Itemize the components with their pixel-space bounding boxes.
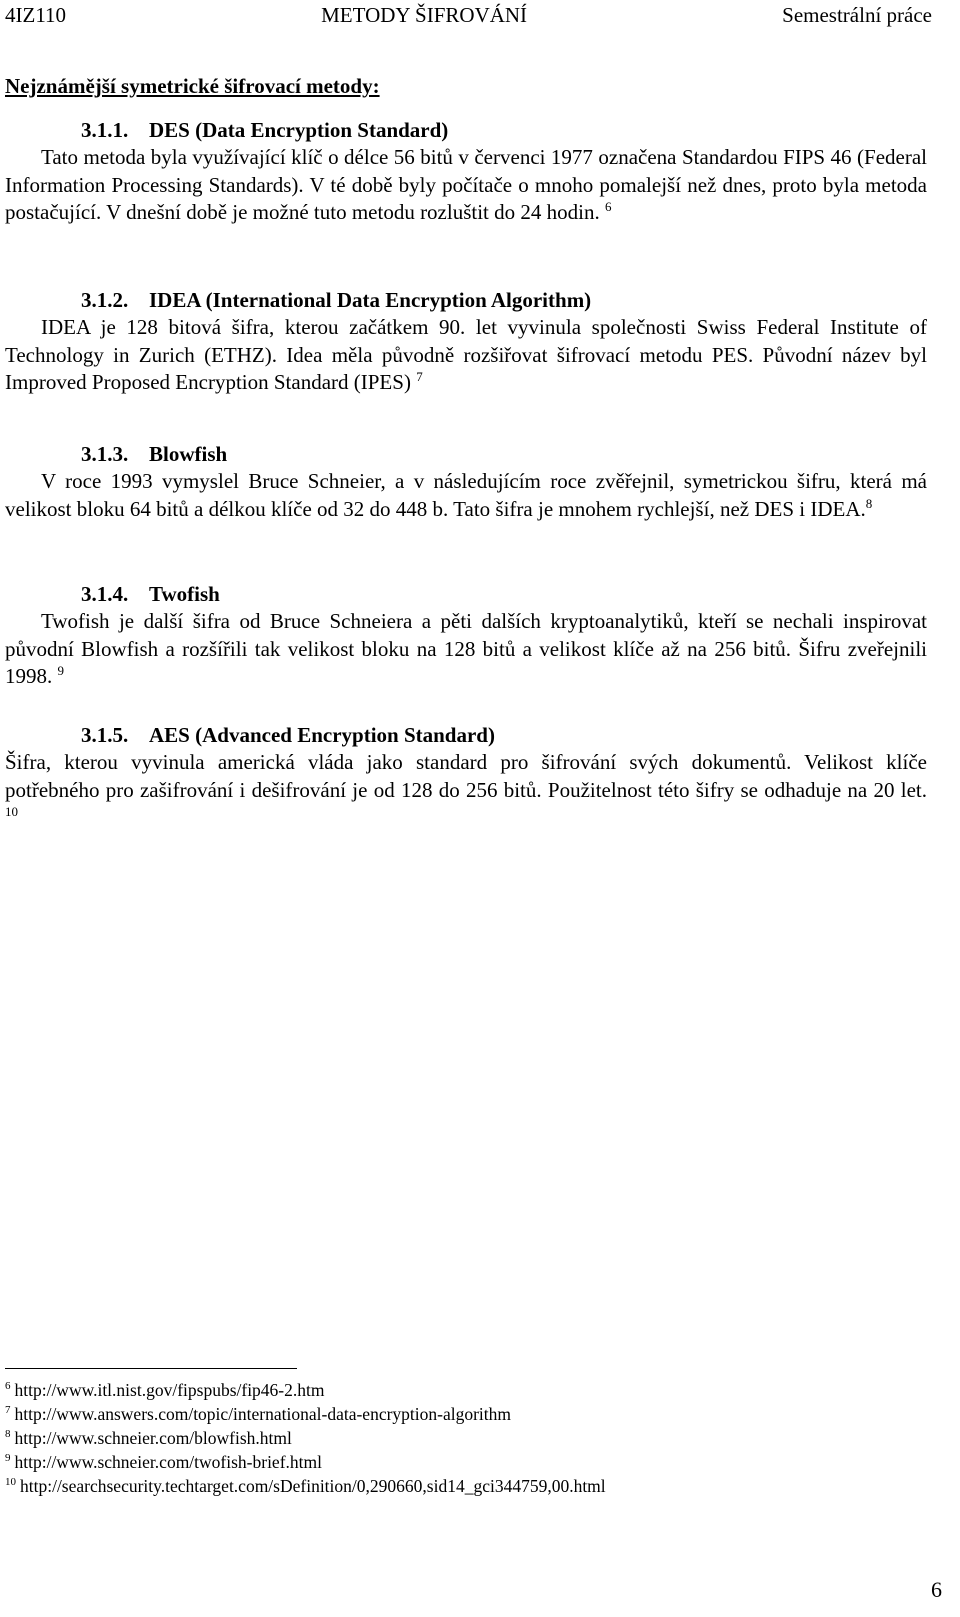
section-twofish <box>5 580 927 691</box>
document-title: Nejznámější symetrické šifrovací metody: <box>5 74 380 98</box>
footnote-link[interactable]: http://www.itl.nist.gov/fipspubs/fip46-2.htm <box>14 1380 325 1400</box>
footnote-10 <box>5 1474 905 1498</box>
footnote-6 <box>5 1378 905 1402</box>
footnote-number: 10 <box>5 1476 16 1488</box>
footnote-ref[interactable]: 6 <box>604 199 612 215</box>
section-aes <box>5 721 927 832</box>
section-number: 3.1.5. <box>81 723 129 747</box>
footnote-9 <box>5 1450 905 1474</box>
section-heading <box>5 580 927 608</box>
section-title: Blowfish <box>149 442 228 466</box>
section-body <box>5 468 927 523</box>
section-text: IDEA je 128 bitová šifra, kterou začátkem 90. let vyvinula společnosti Swiss Federal Institute of Technology in Zurich (ETHZ). Idea měla původně rozšiřovat šifrovací metodu PES. Původní název byl Improved Proposed Encryption Standard (IPES) <box>5 315 927 395</box>
page-number: 6 <box>931 1577 942 1602</box>
section-body <box>5 749 927 832</box>
section-title: DES (Data Encryption Standard) <box>149 118 449 142</box>
section-body <box>5 144 927 227</box>
footnote-number: 7 <box>5 1404 11 1416</box>
page-header <box>5 3 932 33</box>
footnote-link[interactable]: http://www.answers.com/topic/international-data-encryption-algorithm <box>14 1404 512 1424</box>
footnote-8 <box>5 1426 905 1450</box>
section-heading <box>5 721 927 749</box>
footnote-ref[interactable]: 9 <box>57 663 64 679</box>
footnotes <box>5 1378 905 1498</box>
footnote-ref[interactable]: 10 <box>5 804 18 820</box>
footnote-ref[interactable]: 8 <box>865 495 873 511</box>
section-text: Twofish je další šifra od Bruce Schneiera a pěti dalších kryptoanalytiků, kteří se nechali inspirovat původní Blowfish a rozšířili tak velikost bloku na 128 bitů a velikost klíče až na 256 bitů. Šifru zveřejnili 1998. <box>5 609 927 689</box>
section-heading <box>5 116 927 144</box>
footnote-separator <box>5 1368 297 1369</box>
section-number: 3.1.2. <box>81 288 129 312</box>
section-des <box>5 116 927 227</box>
footnote-number: 8 <box>5 1428 11 1440</box>
footnote-number: 9 <box>5 1452 11 1464</box>
section-text: V roce 1993 vymyslel Bruce Schneier, a v následujícím roce zvěřejnil, symetrickou šifru, která má velikost bloku 64 bitů a délkou klíče od 32 do 448 b. Tato šifra je mnohem rychlejší, než DES i IDEA. <box>5 469 927 521</box>
section-number: 3.1.4. <box>81 582 129 606</box>
section-idea <box>5 286 927 397</box>
section-heading <box>5 440 927 468</box>
header-course: 4IZ110 <box>5 3 67 27</box>
section-number: 3.1.3. <box>81 442 129 466</box>
section-number: 3.1.1. <box>81 118 129 142</box>
section-blowfish <box>5 440 927 523</box>
header-topic: METODY ŠIFROVÁNÍ <box>321 3 528 27</box>
footnote-ref[interactable]: 7 <box>416 369 423 385</box>
section-title: AES (Advanced Encryption Standard) <box>149 723 495 747</box>
section-title: Twofish <box>149 582 220 606</box>
section-title: IDEA (International Data Encryption Algorithm) <box>149 288 592 312</box>
section-text: Šifra, kterou vyvinula americká vláda jako standard pro šifrování svých dokumentů. Velikost klíče potřebného pro zašifrování i dešifrování je od 128 do 256 bitů. Použitelnost této šifry se odhaduje na 20 let. <box>5 750 927 802</box>
section-heading <box>5 286 927 314</box>
section-text: Tato metoda byla využívající klíč o délce 56 bitů v červenci 1977 označena Standardou FIPS 46 (Federal Information Processing Standards). V té době byly počítače o mnoho pomalejší než dnes, proto byla metoda postačující. V dnešní době je možné tuto metodu rozluštit do 24 hodin. <box>5 145 927 225</box>
footnote-number: 6 <box>5 1380 11 1392</box>
footnote-link[interactable]: http://searchsecurity.techtarget.com/sDefinition/0,290660,sid14_gci344759,00.html <box>20 1476 606 1496</box>
section-body <box>5 314 927 397</box>
section-body <box>5 608 927 691</box>
footnote-7 <box>5 1402 905 1426</box>
footnote-link[interactable]: http://www.schneier.com/twofish-brief.html <box>14 1452 322 1472</box>
header-type: Semestrální práce <box>782 3 932 27</box>
footnote-link[interactable]: http://www.schneier.com/blowfish.html <box>14 1428 292 1448</box>
